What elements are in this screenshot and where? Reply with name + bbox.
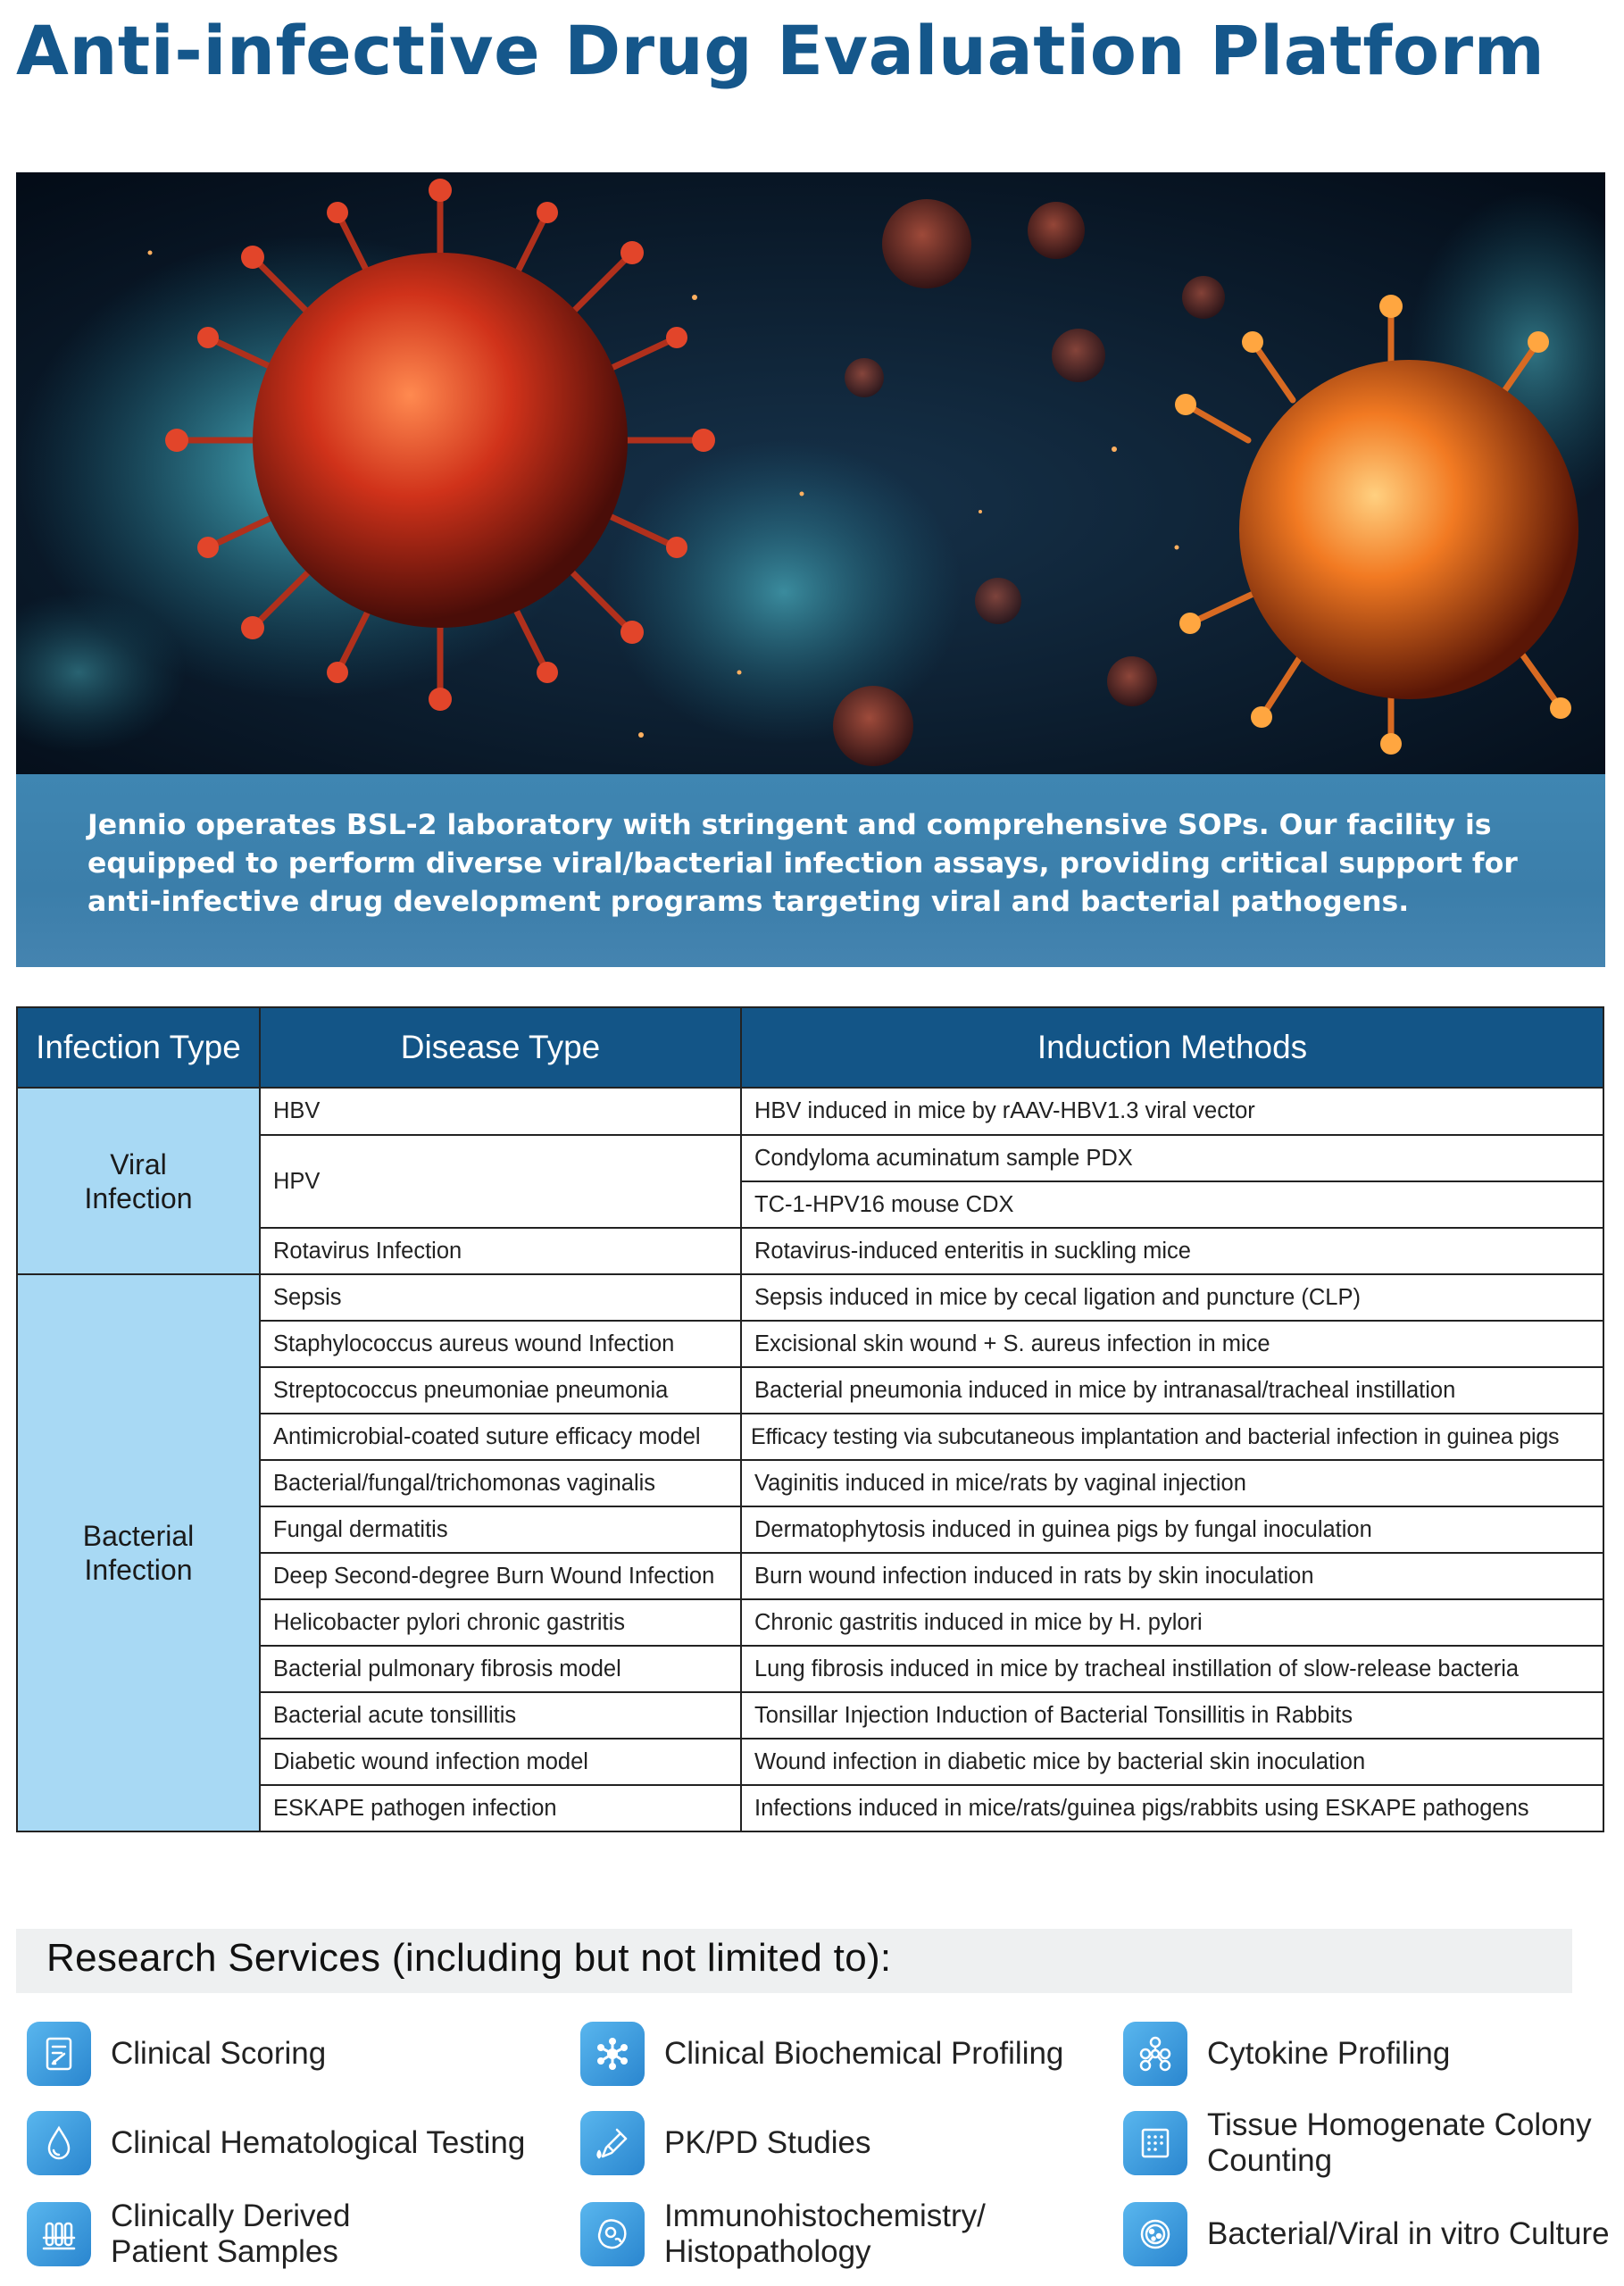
hero-banner: [16, 172, 1605, 967]
method-cell: Burn wound infection induced in rats by skin inoculation: [741, 1553, 1603, 1599]
header-induction-methods: Induction Methods: [741, 1007, 1603, 1088]
disease-cell: Rotavirus Infection: [260, 1228, 741, 1274]
disease-cell: Diabetic wound infection model: [260, 1739, 741, 1785]
method-cell: Chronic gastritis induced in mice by H. pylori: [741, 1599, 1603, 1646]
method-cell: HBV induced in mice by rAAV-HBV1.3 viral vector: [741, 1088, 1603, 1135]
disease-cell: Fungal dermatitis: [260, 1506, 741, 1553]
method-cell: Wound infection in diabetic mice by bacterial skin inoculation: [741, 1739, 1603, 1785]
disease-cell: Staphylococcus aureus wound Infection: [260, 1321, 741, 1367]
disease-cell: Bacterial acute tonsillitis: [260, 1692, 741, 1739]
test-tubes-icon: [27, 2202, 91, 2266]
service-tissue-homogenate-colony-counting: [1123, 2107, 1605, 2182]
group-viral-infection: [17, 1088, 260, 1274]
service-cytokine-profiling: [1123, 2022, 1605, 2093]
disease-cell: Streptococcus pneumoniae pneumonia: [260, 1367, 741, 1414]
service-label: Clinical Hematological Testing: [111, 2125, 526, 2160]
service-pk-pd-studies: [580, 2111, 1080, 2182]
page-title: Anti-infective Drug Evaluation Platform: [16, 11, 1545, 90]
service-label: Tissue Homogenate Colony Counting: [1207, 2107, 1592, 2178]
service-clinical-hematological-testing: [27, 2111, 545, 2182]
disease-cell: Bacterial pulmonary fibrosis model: [260, 1646, 741, 1692]
service-label: Clinically Derived Patient Samples: [111, 2198, 351, 2269]
virus-illustration: [16, 172, 1605, 774]
method-cell: Efficacy testing via subcutaneous implantation and bacterial infection in guinea pigs: [741, 1414, 1603, 1460]
network-icon: [1123, 2022, 1187, 2086]
group-label: Bacterial Infection: [82, 1520, 195, 1586]
disease-cell: Bacterial/fungal/trichomonas vaginalis: [260, 1460, 741, 1506]
intro-text: Jennio operates BSL-2 laboratory with stringent and comprehensive SOPs. Our facility is equipped to perform diverse viral/bacterial infection assays, providing critical support for anti-infective drug development programs targeting viral and bacterial pathogens.: [87, 809, 1518, 918]
service-label: PK/PD Studies: [664, 2125, 871, 2160]
disease-cell: ESKAPE pathogen infection: [260, 1785, 741, 1831]
method-cell: TC-1-HPV16 mouse CDX: [741, 1181, 1603, 1228]
disease-cell: Antimicrobial-coated suture efficacy model: [260, 1414, 741, 1460]
service-clinical-biochemical-profiling: [580, 2022, 1080, 2093]
method-cell: Sepsis induced in mice by cecal ligation and puncture (CLP): [741, 1274, 1603, 1321]
method-cell: Excisional skin wound + S. aureus infection in mice: [741, 1321, 1603, 1367]
group-bacterial-infection: [17, 1274, 260, 1831]
pipette-icon: [580, 2111, 645, 2175]
method-cell: Bacterial pneumonia induced in mice by intranasal/tracheal instillation: [741, 1367, 1603, 1414]
disease-cell: HBV: [260, 1088, 741, 1135]
method-cell: Dermatophytosis induced in guinea pigs by fungal inoculation: [741, 1506, 1603, 1553]
group-label: Viral Infection: [84, 1147, 193, 1214]
table-row: [17, 1274, 1603, 1321]
disease-cell: Helicobacter pylori chronic gastritis: [260, 1599, 741, 1646]
service-clinical-scoring: [27, 2022, 527, 2093]
disease-cell: Sepsis: [260, 1274, 741, 1321]
research-services-heading-bar: [16, 1929, 1572, 1993]
method-cell: Rotavirus-induced enteritis in suckling mice: [741, 1228, 1603, 1274]
service-clinically-derived-patient-samples: [27, 2198, 527, 2273]
hero-caption: [16, 774, 1605, 967]
infection-models-table: [16, 1006, 1604, 1832]
method-cell: Infections induced in mice/rats/guinea pigs/rabbits using ESKAPE pathogens: [741, 1785, 1603, 1831]
blood-drop-icon: [27, 2111, 91, 2175]
grid-icon: [1123, 2111, 1187, 2175]
header-disease-type: Disease Type: [260, 1007, 741, 1088]
molecule-icon: [580, 2022, 645, 2086]
method-cell: Condyloma acuminatum sample PDX: [741, 1135, 1603, 1181]
service-label: Cytokine Profiling: [1207, 2036, 1451, 2071]
service-label: Clinical Biochemical Profiling: [664, 2036, 1064, 2071]
disease-cell: Deep Second-degree Burn Wound Infection: [260, 1553, 741, 1599]
header-infection-type: Infection Type: [17, 1007, 260, 1088]
tissue-icon: [580, 2202, 645, 2266]
method-cell: Vaginitis induced in mice/rats by vaginal injection: [741, 1460, 1603, 1506]
service-label: Bacterial/Viral in vitro Culture: [1207, 2216, 1610, 2251]
petri-dish-icon: [1123, 2202, 1187, 2266]
service-immunohistochemistry-histopathology: [580, 2198, 1080, 2273]
method-cell: Lung fibrosis induced in mice by tracheal instillation of slow-release bacteria: [741, 1646, 1603, 1692]
method-cell: Tonsillar Injection Induction of Bacterial Tonsillitis in Rabbits: [741, 1692, 1603, 1739]
table-header-row: [17, 1007, 1603, 1088]
research-services-heading: Research Services (including but not limited to):: [46, 1936, 892, 1980]
disease-cell: HPV: [260, 1135, 741, 1228]
table-row: [17, 1088, 1603, 1135]
service-bacterial-viral-in-vitro-culture: [1123, 2202, 1610, 2273]
clipboard-icon: [27, 2022, 91, 2086]
service-label: Immunohistochemistry/ Histopathology: [664, 2198, 986, 2269]
service-label: Clinical Scoring: [111, 2036, 327, 2071]
